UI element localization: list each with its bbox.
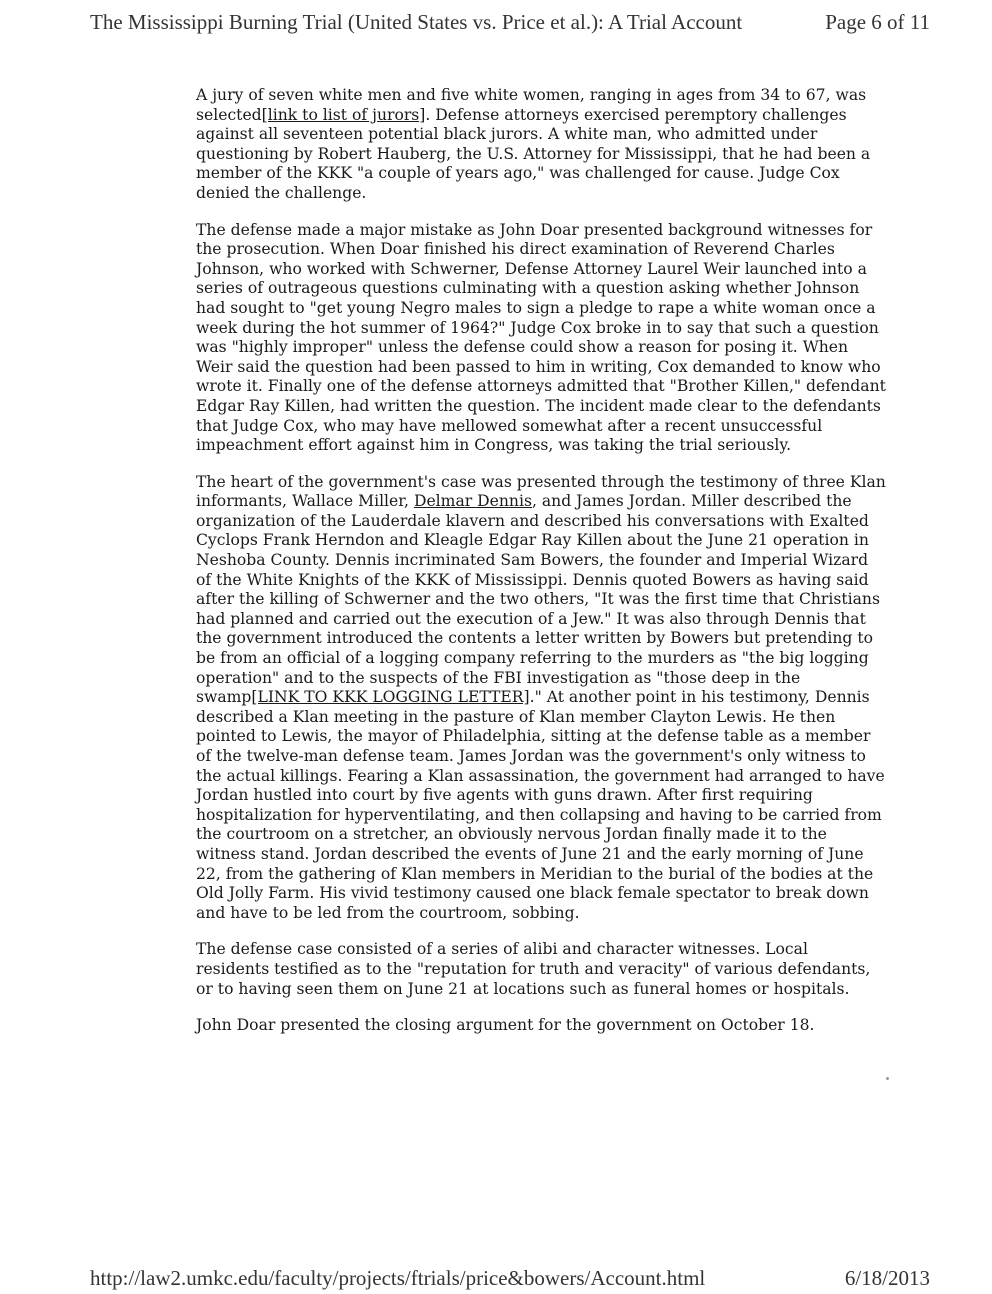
source-url: http://law2.umkc.edu/faculty/projects/ftrials/price&bowers/Account.html bbox=[90, 1266, 706, 1290]
paragraph-government-case bbox=[196, 473, 886, 924]
page-header bbox=[0, 10, 992, 38]
page-footer bbox=[0, 1266, 992, 1294]
paragraph-text: A jury of seven white men and five white women, ranging in ages from 34 to 67, was selected bbox=[196, 86, 867, 124]
paragraph-text: . Defense attorneys exercised peremptory challenges against all seventeen potential black jurors. A white man, who admitted under questioning by Robert Hauberg, the U.S. Attorney for Mississippi, that he had been a member of the KKK "a couple of years ago," was challenged for cause. Judge Cox denied the challenge. bbox=[196, 105, 871, 202]
jurors-list-link[interactable]: [link to list of jurors] bbox=[261, 105, 426, 124]
paragraph-defense-mistake: The defense made a major mistake as John Doar presented background witnesses for the prosecution. When Doar finished his direct examination of Reverend Charles Johnson, who worked with Schwerner, Defense Attorney Laurel Weir launched into a series of outrageous questions culminating with a question asking whether Johnson had sought to "get young Negro males to sign a pledge to rape a white woman once a week during the hot summer of 1964?" Judge Cox broke in to say that such a question was "highly improper" unless the defense could show a reason for posing it. When Weir said the question had been passed to him in writing, Cox demanded to know who wrote it. Finally one of the defense attorneys admitted that "Brother Killen," defendant Edgar Ray Killen, had written the question. The incident made clear to the defendants that Judge Cox, who may have mellowed somewhat after a recent unsuccessful impeachment effort against him in Congress, was taking the trial seriously. bbox=[196, 220, 886, 455]
paragraph-defense-case: The defense case consisted of a series of alibi and character witnesses. Local residents testified as to the "reputation for truth and veracity" of various defendants, or to having seen them on June 21 at locations such as funeral homes or hospitals. bbox=[196, 940, 871, 998]
paragraph-text: ." At another point in his testimony, Dennis described a Klan meeting in the pasture of Klan member Clayton Lewis. He then pointed to Lewis, the mayor of Philadelphia, sitting at the defense table as a member of the twelve-man defense team. James Jordan was the government's only witness to the actual killings. Fearing a Klan assassination, the government had arranged to have Jordan hustled into court by five agents with guns drawn. After first requiring hospitalization for hyperventilating, and then collapsing and having to be carried from the courtroom on a stretcher, an obviously nervous Jordan finally made it to the witness stand. Jordan described the events of June 21 and the early morning of June 22, from the gathering of Klan members in Meridian to the burial of the bodies at the Old Jolly Farm. His vivid testimony caused one black female spectator to break down and have to be led from the courtroom, sobbing. bbox=[196, 688, 885, 922]
scan-speck bbox=[886, 1077, 889, 1080]
document-title: The Mississippi Burning Trial (United States vs. Price et al.): A Trial Account bbox=[90, 10, 743, 34]
paragraph-jury-selection bbox=[196, 86, 886, 204]
kkk-logging-letter-link[interactable]: [LINK TO KKK LOGGING LETTER] bbox=[251, 688, 530, 707]
paragraph-closing-argument: John Doar presented the closing argument for the government on October 18. bbox=[196, 1016, 815, 1035]
delmar-dennis-link[interactable]: Delmar Dennis bbox=[413, 492, 532, 511]
paragraph-text: , and James Jordan. Miller described the organization of the Lauderdale klavern and described his conversations with Exalted Cyclops Frank Herndon and Kleagle Edgar Ray Killen about the June 21 operation in Neshoba County. Dennis incriminated Sam Bowers, the founder and Imperial Wizard of the White Knights of the KKK of Mississippi. Dennis quoted Bowers as having said after the killing of Schwerner and the two others, "It was the first time that Christians had planned and carried out the execution of a Jew." It was also through Dennis that the government introduced the contents a letter written by Bowers but pretending to be from an official of a logging company referring to the murders as "the big logging operation" and to the suspects of the FBI investigation as "those deep in the swamp bbox=[196, 492, 880, 707]
page-number: Page 6 of 11 bbox=[825, 10, 930, 34]
paragraph-text: The heart of the government's case was presented through the testimony of three Klan informants, Wallace Miller, bbox=[196, 472, 886, 511]
print-date: 6/18/2013 bbox=[844, 1266, 930, 1290]
article-body bbox=[196, 86, 886, 1053]
